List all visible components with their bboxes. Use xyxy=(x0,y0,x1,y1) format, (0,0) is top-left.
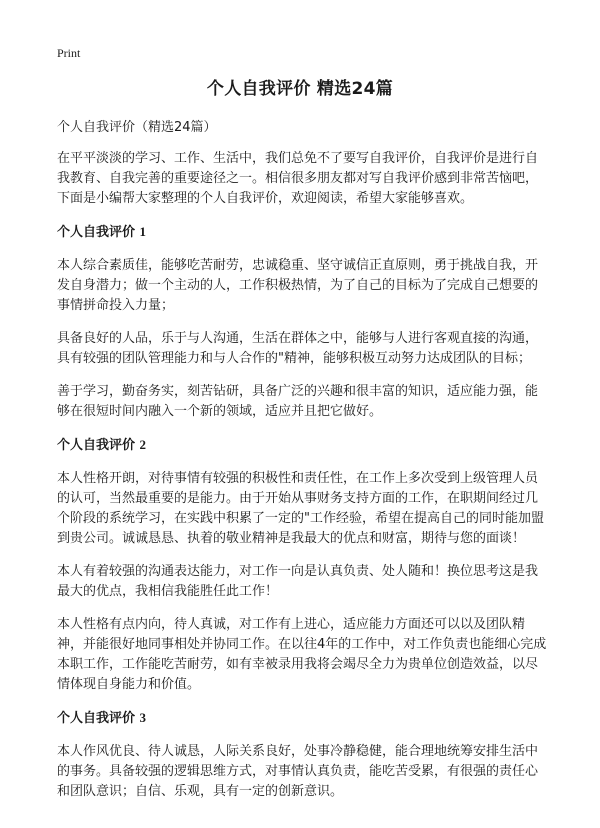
section-3 xyxy=(57,708,547,802)
section-1 xyxy=(57,222,547,422)
section-heading-text: 个人自我评价 xyxy=(57,225,136,240)
document-subtitle: 个人自我评价（精选24篇） xyxy=(57,120,217,135)
section-heading-text: 个人自我评价 xyxy=(57,438,136,453)
section-heading xyxy=(57,435,547,456)
section-paragraph: 具备良好的人品，乐于与人沟通，生活在群体之中，能够与人进行客观直接的沟通，具有较强的团队管理能力和与人合作的"精神，能够积极互动努力达成团队的目标； xyxy=(57,331,539,366)
document-body xyxy=(57,118,547,815)
section-heading-number: 3 xyxy=(139,710,147,725)
section-paragraph: 本人综合素质佳，能够吃苦耐劳，忠诚稳重、坚守诚信正直原则，勇于挑战自我，开发自身潜力；做一个主动的人，工作积极热情，为了自己的目标为了完成自己想要的事情拼命投入力量； xyxy=(57,258,539,313)
print-label: Print xyxy=(57,46,81,60)
section-paragraph: 本人性格有点内向，待人真诚，对工作有上进心，适应能力方面还可以以及团队精神，并能很好地同事相处并协同工作。在以往4年的工作中，对工作负责也能细心完成本职工作，工作能吃苦耐劳，如有幸被录用我将会竭尽全力为贵单位创造效益，以尽情体现自身能力和价值。 xyxy=(57,617,547,692)
section-heading xyxy=(57,708,547,729)
intro-paragraph: 在平平淡淡的学习、工作、生活中，我们总免不了要写自我评价，自我评价是进行自我教育、自我完善的重要途径之一。相信很多朋友都对写自我评价感到非常苦恼吧，下面是小编帮大家整理的个人自我评价，欢迎阅读，希望大家能够喜欢。 xyxy=(57,151,539,206)
section-paragraph: 本人性格开朗，对待事情有较强的积极性和责任性，在工作上多次受到上级管理人员的认可，当然最重要的是能力。由于开始从事财务支持方面的工作，在职期间经过几个阶段的系统学习，在实践中积累了一定的"工作经验，希望在提高自己的同时能加盟到贵公司。诚诚恳恳、执着的敬业精神是我最大的优点和财富，期待与您的面谈！ xyxy=(57,471,544,546)
section-heading xyxy=(57,222,547,243)
section-paragraph: 本人有着较强的沟通表达能力，对工作一向是认真负责、处人随和！换位思考这是我最大的优点，我相信我能胜任此工作！ xyxy=(57,564,539,599)
section-heading-text: 个人自我评价 xyxy=(57,711,136,726)
section-heading-number: 1 xyxy=(139,224,147,239)
page-title: 个人自我评价 精选24篇 xyxy=(206,79,394,99)
section-heading-number: 2 xyxy=(139,437,147,452)
section-2 xyxy=(57,435,547,695)
section-paragraph: 善于学习，勤奋务实，刻苦钻研，具备广泛的兴趣和很丰富的知识，适应能力强，能够在很短时间内融入一个新的领域，适应并且把它做好。 xyxy=(57,384,539,419)
section-paragraph: 本人作风优良、待人诚恳，人际关系良好，处事冷静稳健，能合理地统筹安排生活中的事务。具备较强的逻辑思维方式，对事情认真负责，能吃苦受累，有很强的责任心和团队意识；自信、乐观，具有一定的创新意识。 xyxy=(57,744,539,799)
